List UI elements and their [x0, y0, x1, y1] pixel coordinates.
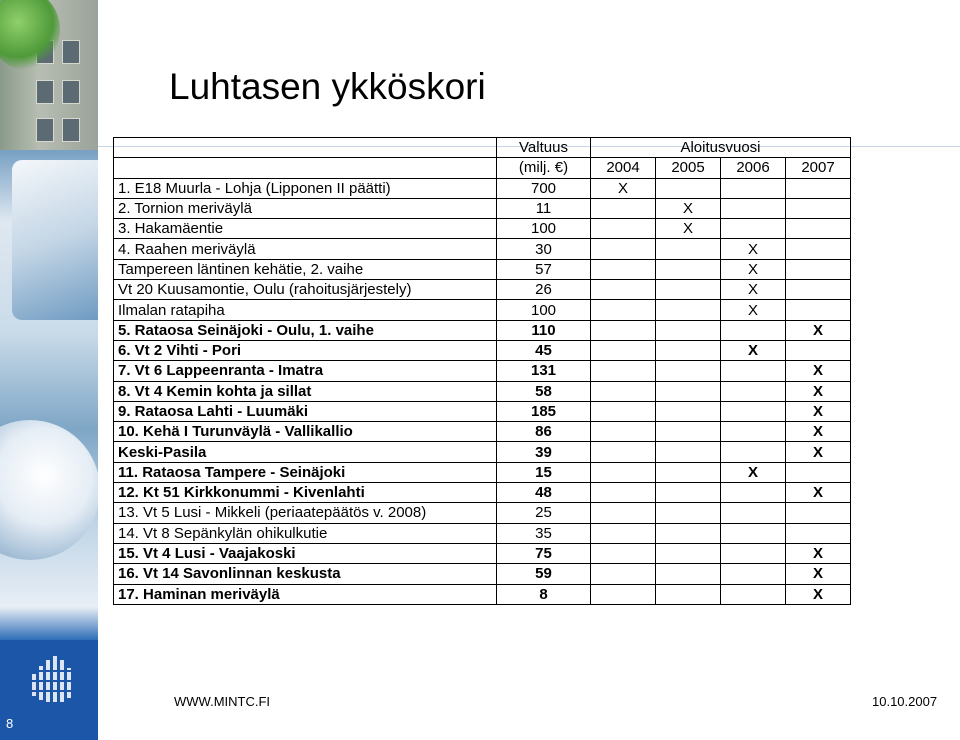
year-2004-cell [591, 462, 656, 482]
year-2004-cell [591, 564, 656, 584]
project-name-cell: 2. Tornion meriväylä [114, 198, 497, 218]
valtuus-cell: 35 [497, 523, 591, 543]
year-2007-cell [786, 280, 851, 300]
year-2007-cell [786, 198, 851, 218]
project-name-cell: 17. Haminan meriväylä [114, 584, 497, 604]
table-row [114, 219, 851, 239]
year-2007-cell [786, 462, 851, 482]
table-row [114, 503, 851, 523]
project-name-cell: Tampereen läntinen kehätie, 2. vaihe [114, 259, 497, 279]
year-2006-cell: X [721, 300, 786, 320]
footer-url: WWW.MINTC.FI [174, 694, 271, 709]
year-2005-cell [656, 523, 721, 543]
year-2007-cell: X [786, 381, 851, 401]
valtuus-cell: 100 [497, 219, 591, 239]
valtuus-cell: 8 [497, 584, 591, 604]
year-2005-cell [656, 300, 721, 320]
year-2007-cell: X [786, 401, 851, 421]
year-2004-cell [591, 381, 656, 401]
year-2006-cell: X [721, 239, 786, 259]
year-2007-cell: X [786, 483, 851, 503]
year-2004-cell [591, 320, 656, 340]
table-row [114, 422, 851, 442]
year-2006-cell [721, 361, 786, 381]
year-2007-cell [786, 300, 851, 320]
year-2006-cell: X [721, 462, 786, 482]
table-row [114, 381, 851, 401]
year-2005-cell [656, 503, 721, 523]
valtuus-cell: 39 [497, 442, 591, 462]
project-name-cell: 10. Kehä I Turunväylä - Vallikallio [114, 422, 497, 442]
table-row [114, 340, 851, 360]
table-row [114, 584, 851, 604]
year-2004-cell [591, 523, 656, 543]
year-2007-cell [786, 239, 851, 259]
year-2007-cell: X [786, 564, 851, 584]
header-row-1 [114, 138, 851, 158]
header-valtuus: Valtuus [497, 138, 591, 158]
year-2005-cell [656, 422, 721, 442]
project-name-cell: 13. Vt 5 Lusi - Mikkeli (periaatepäätös v. 2008) [114, 503, 497, 523]
year-2006-cell [721, 503, 786, 523]
year-2006-cell [721, 543, 786, 563]
project-name-cell: 9. Rataosa Lahti - Luumäki [114, 401, 497, 421]
year-2006-cell: X [721, 259, 786, 279]
year-2005-cell [656, 259, 721, 279]
year-2005-cell: X [656, 219, 721, 239]
project-name-cell: 11. Rataosa Tampere - Seinäjoki [114, 462, 497, 482]
project-name-cell: 12. Kt 51 Kirkkonummi - Kivenlahti [114, 483, 497, 503]
year-2004-cell [591, 503, 656, 523]
project-name-cell: 1. E18 Muurla - Lohja (Lipponen II päätti) [114, 178, 497, 198]
year-2006-cell [721, 219, 786, 239]
year-2005-cell: X [656, 198, 721, 218]
project-name-cell: 7. Vt 6 Lappeenranta - Imatra [114, 361, 497, 381]
year-2004-cell [591, 239, 656, 259]
year-2007-cell: X [786, 442, 851, 462]
table-row [114, 361, 851, 381]
year-2007-cell: X [786, 584, 851, 604]
project-name-cell: 8. Vt 4 Kemin kohta ja sillat [114, 381, 497, 401]
table-row [114, 543, 851, 563]
project-name-cell: 6. Vt 2 Vihti - Pori [114, 340, 497, 360]
year-2006-cell [721, 401, 786, 421]
year-2006-cell [721, 178, 786, 198]
table-row [114, 462, 851, 482]
satellite-dish-photo [0, 420, 98, 560]
year-2007-cell [786, 219, 851, 239]
year-2006-cell [721, 564, 786, 584]
project-name-cell: 3. Hakamäentie [114, 219, 497, 239]
year-2005-cell [656, 340, 721, 360]
valtuus-cell: 11 [497, 198, 591, 218]
year-2006-cell [721, 442, 786, 462]
year-2007-cell: X [786, 543, 851, 563]
year-2007-cell: X [786, 320, 851, 340]
year-2004-cell [591, 543, 656, 563]
header-aloitusvuosi: Aloitusvuosi [591, 138, 851, 158]
header-blank [114, 158, 497, 178]
header-valtuus-unit: (milj. €) [497, 158, 591, 178]
header-year: 2006 [721, 158, 786, 178]
year-2005-cell [656, 239, 721, 259]
year-2006-cell [721, 483, 786, 503]
valtuus-cell: 26 [497, 280, 591, 300]
valtuus-cell: 30 [497, 239, 591, 259]
table-row [114, 401, 851, 421]
valtuus-cell: 110 [497, 320, 591, 340]
year-2004-cell [591, 259, 656, 279]
year-2007-cell: X [786, 422, 851, 442]
year-2004-cell [591, 584, 656, 604]
year-2005-cell [656, 483, 721, 503]
year-2006-cell: X [721, 340, 786, 360]
header-year: 2007 [786, 158, 851, 178]
year-2005-cell [656, 401, 721, 421]
table-row [114, 442, 851, 462]
table-row [114, 239, 851, 259]
project-name-cell: 5. Rataosa Seinäjoki - Oulu, 1. vaihe [114, 320, 497, 340]
valtuus-cell: 100 [497, 300, 591, 320]
year-2005-cell [656, 361, 721, 381]
valtuus-cell: 45 [497, 340, 591, 360]
year-2005-cell [656, 178, 721, 198]
year-2004-cell [591, 340, 656, 360]
year-2004-cell [591, 280, 656, 300]
year-2005-cell [656, 462, 721, 482]
year-2004-cell [591, 361, 656, 381]
year-2004-cell: X [591, 178, 656, 198]
decorative-photo-strip [0, 0, 98, 740]
valtuus-cell: 86 [497, 422, 591, 442]
footer-date: 10.10.2007 [872, 694, 938, 709]
table-row [114, 483, 851, 503]
slide-title: Luhtasen ykköskori [169, 66, 486, 107]
year-2007-cell [786, 523, 851, 543]
year-2004-cell [591, 401, 656, 421]
table-row [114, 300, 851, 320]
valtuus-cell: 25 [497, 503, 591, 523]
year-2004-cell [591, 442, 656, 462]
table-row [114, 564, 851, 584]
ministry-logo-icon [28, 650, 78, 712]
table-row [114, 523, 851, 543]
table-row [114, 280, 851, 300]
year-2005-cell [656, 280, 721, 300]
year-2007-cell [786, 259, 851, 279]
valtuus-cell: 15 [497, 462, 591, 482]
project-name-cell: 16. Vt 14 Savonlinnan keskusta [114, 564, 497, 584]
project-name-cell: Ilmalan ratapiha [114, 300, 497, 320]
valtuus-cell: 48 [497, 483, 591, 503]
table-body [114, 178, 851, 604]
table-row [114, 178, 851, 198]
year-2005-cell [656, 543, 721, 563]
year-2005-cell [656, 584, 721, 604]
year-2004-cell [591, 198, 656, 218]
header-year: 2004 [591, 158, 656, 178]
year-2007-cell [786, 503, 851, 523]
valtuus-cell: 75 [497, 543, 591, 563]
year-2004-cell [591, 300, 656, 320]
year-2005-cell [656, 442, 721, 462]
valtuus-cell: 185 [497, 401, 591, 421]
year-2006-cell [721, 381, 786, 401]
truck-photo [12, 160, 98, 320]
year-2004-cell [591, 483, 656, 503]
header-row-2 [114, 158, 851, 178]
table-row [114, 259, 851, 279]
year-2006-cell [721, 422, 786, 442]
project-name-cell: 15. Vt 4 Lusi - Vaajakoski [114, 543, 497, 563]
valtuus-cell: 131 [497, 361, 591, 381]
year-2007-cell: X [786, 361, 851, 381]
header-year: 2005 [656, 158, 721, 178]
page-number: 8 [6, 716, 14, 731]
year-2007-cell [786, 340, 851, 360]
year-2007-cell [786, 178, 851, 198]
header-blank [114, 138, 497, 158]
year-2005-cell [656, 564, 721, 584]
table-row [114, 320, 851, 340]
table-row [114, 198, 851, 218]
year-2006-cell [721, 584, 786, 604]
valtuus-cell: 57 [497, 259, 591, 279]
valtuus-cell: 59 [497, 564, 591, 584]
project-table [113, 137, 851, 605]
year-2006-cell [721, 198, 786, 218]
year-2006-cell [721, 523, 786, 543]
valtuus-cell: 58 [497, 381, 591, 401]
year-2005-cell [656, 320, 721, 340]
year-2006-cell: X [721, 280, 786, 300]
project-name-cell: 14. Vt 8 Sepänkylän ohikulkutie [114, 523, 497, 543]
project-name-cell: Vt 20 Kuusamontie, Oulu (rahoitusjärjestely) [114, 280, 497, 300]
valtuus-cell: 700 [497, 178, 591, 198]
project-name-cell: 4. Raahen meriväylä [114, 239, 497, 259]
year-2004-cell [591, 219, 656, 239]
project-name-cell: Keski-Pasila [114, 442, 497, 462]
year-2005-cell [656, 381, 721, 401]
year-2006-cell [721, 320, 786, 340]
year-2004-cell [591, 422, 656, 442]
